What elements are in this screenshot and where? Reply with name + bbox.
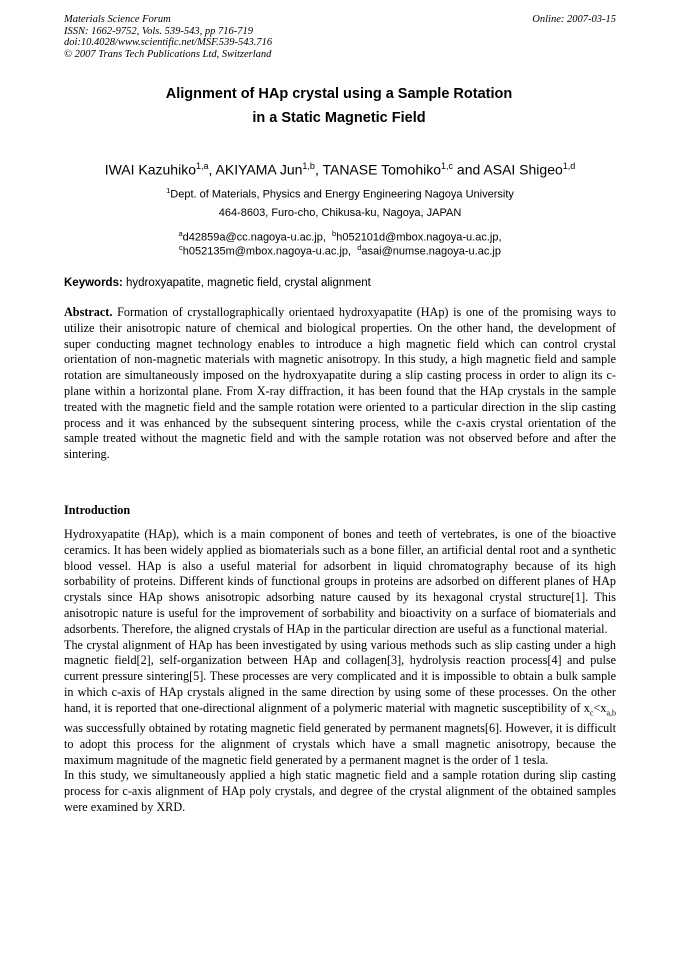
- author-list: [64, 157, 616, 179]
- journal-doi: doi:10.4028/www.scientific.net/MSF.539-543.716: [64, 37, 273, 48]
- email-address[interactable]: d42859a@cc.nagoya-u.ac.jp,: [182, 231, 326, 244]
- paragraph-text: The crystal alignment of HAp has been investigated by using various methods such as slip casting under a high magnetic field[2], self-organization between HAp and collagen[3], hydrolysis reaction process[4] and pulse current pressure sintering[5]. These processes are very complicated and it is impossible to obtain a bulk sample in which c-axis of HAp crystals aligned in the same direction by using some of these processes. On the other hand, it is reported that one-directional alignment of a polymeric material with magnetic susceptibility of x: [64, 637, 616, 715]
- title-line-2: in a Static Magnetic Field: [252, 110, 426, 126]
- subscript: c: [589, 708, 594, 718]
- abstract: [64, 305, 616, 463]
- email-sup: d: [357, 243, 362, 252]
- author-name: AKIYAMA Jun: [215, 161, 303, 178]
- journal-header: [64, 14, 616, 60]
- affiliation-address: 464-8603, Furo-cho, Chikusa-ku, Nagoya, JAPAN: [218, 207, 462, 219]
- paragraph-text: <x: [593, 700, 607, 715]
- keywords-label: Keywords:: [64, 277, 123, 289]
- affiliation-dept-text: Dept. of Materials, Physics and Energy Engineering Nagoya University: [170, 188, 514, 201]
- subscript: a,b: [606, 708, 616, 718]
- author-name: ASAI Shigeo: [483, 161, 563, 178]
- section-heading-introduction: Introduction: [64, 503, 131, 517]
- email-sup: c: [179, 243, 183, 252]
- online-date: Online: 2007-03-15: [532, 14, 616, 25]
- email-sup: b: [332, 229, 337, 238]
- author-name: IWAI Kazuhiko: [104, 161, 196, 178]
- journal-copyright: © 2007 Trans Tech Publications Ltd, Switzerland: [64, 48, 272, 60]
- paper-title: [64, 82, 614, 130]
- title-line-1: Alignment of HAp crystal using a Sample Rotation: [165, 86, 513, 102]
- affiliation-sup: 1: [166, 186, 171, 195]
- author-sup: 1,b: [302, 161, 315, 171]
- affiliation-dept: [64, 184, 616, 202]
- paragraph-text: was successfully obtained by rotating magnetic field generated by permanent magnets[6]. However, it is difficult to adopt this process for the alignment of crystals which have a small magnetic anisotropy, because the maximum magnitude of the magnetic field generated by a permanent magnet is the order of 1 tesla.: [64, 721, 616, 767]
- author-sup: 1,a: [195, 161, 209, 171]
- paragraph: [64, 638, 616, 769]
- author-sep: and: [453, 161, 484, 178]
- paragraph: Hydroxyapatite (HAp), which is a main component of bones and teeth of vertebrates, is one of the bioactive ceramics. It has been widely applied as biomaterials such as a bone filler, an artificial dental root and a synthetic blood vessel. HAp is also a useful material for adsorbent in liquid chromatography because of its high sorbability of proteins. Different kinds of functional groups in proteins are adsorbed on different planes of HAp crystals since HAp shows anisotropic adsorbing nature caused by its hexagonal crystal structure[1]. This anisotropic nature is useful for the improvement of sorbability and bioactivity on a surface of biomaterials and adsorbents. Therefore, the aligned crystals of HAp in the particular direction are useful as a functional material.: [64, 527, 616, 636]
- email-address[interactable]: h052135m@mbox.nagoya-u.ac.jp,: [182, 245, 352, 258]
- email-address[interactable]: h052101d@mbox.nagoya-u.ac.jp,: [336, 231, 502, 244]
- abstract-label: Abstract.: [64, 305, 113, 319]
- author-sup: 1,c: [441, 161, 454, 171]
- email-line-2: [64, 241, 616, 259]
- author-name: TANASE Tomohiko: [322, 161, 441, 178]
- introduction-body: [64, 527, 616, 816]
- keywords: [64, 276, 616, 291]
- author-sep: ,: [208, 161, 216, 178]
- email-sup: a: [178, 229, 183, 238]
- journal-issn: ISSN: 1662-9752, Vols. 539-543, pp 716-719: [64, 25, 253, 37]
- email-address[interactable]: asai@numse.nagoya-u.ac.jp: [361, 245, 501, 258]
- author-sep: ,: [314, 161, 323, 178]
- author-sup: 1,d: [562, 161, 576, 171]
- paragraph: In this study, we simultaneously applied a high static magnetic field and a sample rotation during slip casting process for c-axis alignment of HAp poly crystals, and degree of the crystal alignment of the obtained samples were examined by XRD.: [64, 768, 616, 814]
- journal-name: Materials Science Forum: [64, 14, 171, 25]
- abstract-text: Formation of crystallographically orientaed hydroxyapatite (HAp) is one of the promising ways to utilize their anisotropic nature of chemical and biological properties. On the other hand, the development of super conducting magnet technology enables to introduce a high magnetic field which can control crystal orientation of non-magnetic materials with magnetic anisotropy. In this study, a high magnetic field and sample rotation are simultaneously imposed on the hydroxyapatite during a slip casting process in order to align its c-plane within a horizontal plane. From X-ray diffraction, it has been found that the HAp crystals in the sample treated with the magnetic field and the sample rotation were oriented to a particular direction in the slip casting process and it was enhanced by the subsequent sintering process, while the c-axis crystal orientation of the sample treated without the magnetic field and with the sample rotation was not observed before and after the sintering.: [64, 305, 616, 462]
- keywords-text: hydroxyapatite, magnetic field, crystal alignment: [122, 277, 371, 289]
